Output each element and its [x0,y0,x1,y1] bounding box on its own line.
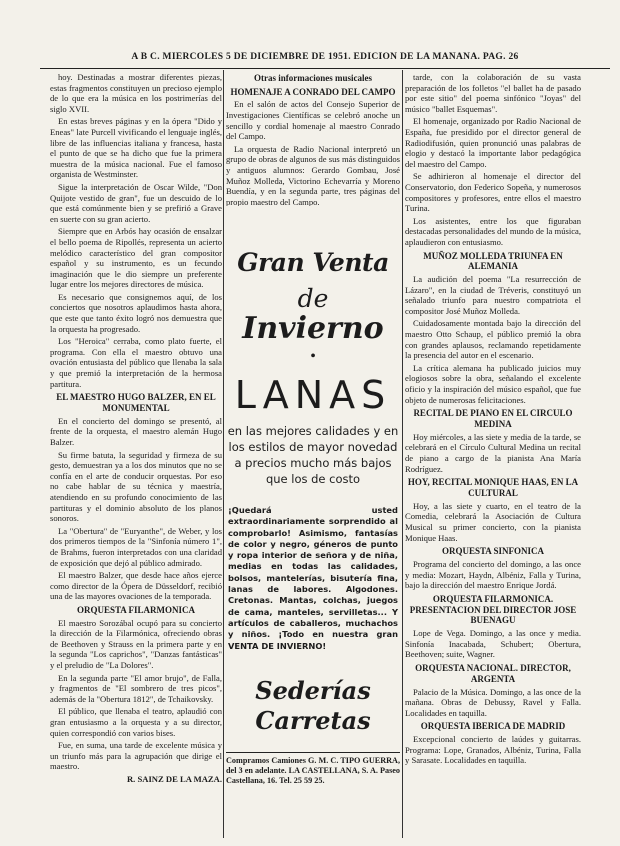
paragraph: Hoy miércoles, a las siete y media de la tarde, se celebrará en el Círculo Cultural Medina un recital de piano a cargo de la pianista Ana María Rodríguez. [405,431,581,474]
ad-subheadline [226,284,400,345]
ad-headline: Gran Venta [237,248,389,277]
ad-subheadline-prefix: de [297,284,329,313]
paragraph: Su firme batuta, la seguridad y firmeza de su gesto, demuestran ya a los dos minutos que no se confía en el arte de conducir orquestas. Por eso no cabe hablar de su técnica y maestría, atendiendo en su profundo conocimiento de las partituras y el dominio absoluto de los planos sonoros. [50,449,222,524]
signature: R. SAINZ DE LA MAZA. [126,774,222,785]
paragraph: El maestro Sorozábal ocupó para su concierto la dirección de la Filarmónica, ofreciendo obras de Beethoven y Strauss en la primera parte y en la segunda "Los caprichos", "Danzas fantásticas" y el preludio de "La Dolores". [50,617,222,671]
paragraph: Los "Heroica" cerraba, como plato fuerte, el programa. Con ella el maestro obtuvo una ovación entusiasta del público que llenaba la sala y que premió la interpretación de la hermosa partitura. [50,336,222,389]
ad-tagline: en las mejores calidades y en los estilos de mayor novedad a precios mucho más bajos que los de costo [227,424,399,486]
section-heading: RECITAL DE PIANO EN EL CIRCULO MEDINA [413,408,573,430]
ad-brand [226,676,400,736]
paragraph: Palacio de la Música. Domingo, a las once de la mañana. Obras de Debussy, Ravel y Falla. Localidades en taquilla. [405,686,581,718]
paragraph: En la segunda parte "El amor brujo", de Falla, y fragmentos de "El sombrero de tres picos", además de la "Obertura 1812", de Tchaikovsky. [50,672,222,704]
ad-subheadline-word: Invierno [242,311,384,346]
paragraph: Cuidadosamente montada bajo la dirección del maestro Otto Schaup, el público premió la obra con grandes aplausos, reclamando repetidamente la presencia del autor en el escenario. [405,318,581,361]
ad-brand-line: Carretas [255,705,371,735]
middle-column [226,72,400,206]
left-column [50,72,222,837]
right-column [405,72,581,837]
paragraph: Excepcional concierto de laúdes y guitarras. Programa: Lope, Granados, Albéniz, Turina, Falla y Sarasate. Localidades en taquilla. [405,734,581,766]
paragraph: Hoy, a las siete y cuarto, en el teatro de la Comedia, celebrará la Asociación de Cultura Musical su primer concierto, con la pianista Monique Haas. [405,500,581,543]
paragraph: El maestro Balzer, que desde hace años ejerce como director de la Ópera de Düsseldorf, recibió una de las mayores ovaciones de la temporada. [50,570,222,602]
ad-footer: Compramos Camiones G. M. C. TIPO GUERRA, del 3 en adelante. LA CASTELLANA, S. A. Paseo Castellana, 16. Tel. 25 59 25. [226,752,400,786]
paragraph: La crítica alemana ha publicado juicios muy elogiosos sobre la obra, señalando el excelente oficio y la inspiración del músico español, que fue objeto de numerosas felicitaciones. [405,362,581,405]
paragraph: hoy. Destinadas a mostrar diferentes piezas, estas fragmentos constituyen un precioso ejemplo de lo que era la música en los postrimerías del siglo XVII. [50,72,222,114]
paragraph: Siempre que en Arbós hay ocasión de ensalzar el bello poema de Ripollés, representa un acierto melódico característico del gran compositor español y su instrumento, es un fecundo imaginación que le dio siempre un preferente lugar entre los mejores directores de música. [50,226,222,290]
article-heading: HOMENAJE A CONRADO DEL CAMPO [230,86,396,97]
paragraph: Sigue la interpretación de Oscar Wilde, "Don Quijote vestido de gran", fue un descuido de lo que está comúnmente bien y se prefirió a Grave en suerte con su gran acierto. [50,181,222,224]
paragraph: El público, que llenaba el teatro, aplaudió con gran entusiasmo a la orquesta y a su director, quien correspondió con varios bises. [50,706,222,738]
paragraph: En el salón de actos del Consejo Superior de Investigaciones Científicas se celebró anoche un sencillo y cordial homenaje al maestro Conrado del Campo. [226,99,400,142]
paragraph: El homenaje, organizado por Radio Nacional de España, fue presidido por el director general de Radiodifusión, quien pronunció unas palabras de elogio y destacó la importante labor pedagógica del maestro del Campo. [405,116,581,169]
running-head: A B C. MIERCOLES 5 DE DICIEMBRE DE 1951. EDICION DE LA MAÑANA. PAG. 26 [40,52,610,69]
section-heading: MUÑOZ MOLLEDA TRIUNFA EN ALEMANIA [423,250,563,272]
paragraph: Fue, en suma, una tarde de excelente música y un triunfo más para la agrupación que dirige el maestro. [50,740,222,772]
paragraph: tarde, con la colaboración de su vasta preparación de los folletos "el ballet ha de pasado por este sitio" del poema sinfónico "Joyas" del músico "ballet Esquemas". [405,72,581,114]
section-heading: ORQUESTA NACIONAL. DIRECTOR, ARGENTA [415,662,571,684]
paragraph: La orquesta de Radio Nacional interpretó un grupo de obras de algunos de sus más distinguidos y antiguos alumnos: Gerardo Gombau, José Muñoz Molleda, Victorino Echevarría y Moreno Buendía, y en la segunda parte, tres páginas del propio maestro del Campo. [226,143,400,206]
column-rule [223,70,224,838]
paragraph: En estas breves páginas y en la ópera "Dido y Eneas" late Purcell vivificando el lenguaje inglés, libre de las influencias italiana y francesa, hasta el punto de que se ha dicho que fue la primera muestra de la música nacional. Fue el famoso organista de Westminster. [50,116,222,180]
ad-brand-line: Sederías [255,675,371,705]
paragraph: La "Obertura" de "Euryanthe", de Weber, y los dos primeros tiempos de la "Sinfonía número 1", de Brahms, fueron interpretados con una claridad de exposición que dejó al público admirado. [50,525,222,568]
paragraph: Se adhirieron al homenaje el director del Conservatorio, don Federico Sopeña, y numerosos compositores y profesores, entre ellos el maestro Turina. [405,171,581,214]
column-rule [402,70,403,838]
section-heading: Otras informaciones musicales [254,73,372,83]
paragraph: La audición del poema "La resurrección de Lázaro", en la ciudad de Tréveris, constituyó un señalado triunfo para nuestro compatriota el compositor José Muñoz Molleda. [405,274,581,316]
section-heading: ORQUESTA SINFONICA [441,546,545,557]
section-heading: ORQUESTA FILARMONICA. PRESENTACION DEL DIRECTOR JOSE BUENAGU [409,593,577,626]
section-heading: ORQUESTA FILARMONICA [76,604,196,615]
paragraph: Es necesario que consignemos aquí, de los conciertos que nosotros aplaudimos hasta ahora, que este que tanto éxito logró nos demuestra que la orquesta ha progresado. [50,291,222,334]
paragraph: Lope de Vega. Domingo, a las once y media. Sinfonía Inacabada, Schubert; Obertura, Beethoven; suite, Wagner. [405,628,581,660]
paragraph: En el concierto del domingo se presentó, al frente de la orquesta, el maestro alemán Hugo Balzer. [50,415,222,447]
ad-product: LANAS [234,373,392,417]
ad-body: ¡Quedará usted extraordinariamente sorprendido al comprobarlo! Asimismo, fantasías de color y negro, géneros de punto y ropa interior de señora y de niña, medias en todas las calidades, bolsos, mantelerías, bisutería fina, lanas de labores. Algodones. Cretonas. Mantas, colchas, juegos de cama, manteles, servilletas... Y artículos de caballeros, muchachos y niños. ¡Todo en nuestra gran VENTA DE INVIERNO! [228,505,398,651]
section-heading: HOY, RECITAL MONIQUE HAAS, EN LA CULTURAL [407,477,579,498]
section-heading: EL MAESTRO HUGO BALZER, EN EL MONUMENTAL [56,392,216,414]
paragraph: Programa del concierto del domingo, a las once y media: Mozart, Haydn, Albéniz, Falla y Turina, bajo la dirección del maestro Enrique Jordá. [405,558,581,591]
section-heading: ORQUESTA IBERICA DE MADRID [420,721,566,732]
paragraph: Los asistentes, entre los que figuraban destacadas personalidades del mundo de la música, aplaudieron con entusiasmo. [405,215,581,247]
advertisement [226,206,400,836]
bullet-icon: • [310,348,316,365]
